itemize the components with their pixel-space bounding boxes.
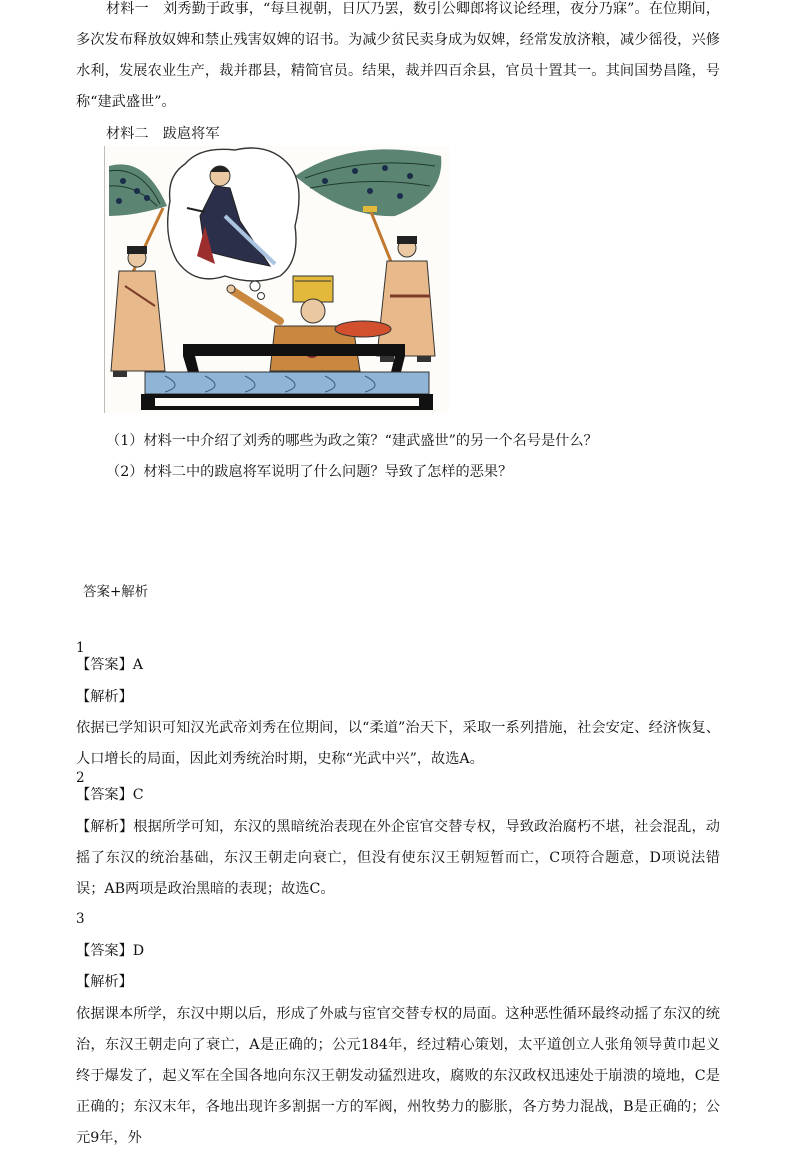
right-guard-figure bbox=[377, 236, 435, 362]
left-guard-figure bbox=[111, 246, 165, 377]
material2-title: 材料二 跋扈将军 bbox=[106, 126, 220, 142]
answer-number: 3 bbox=[76, 911, 85, 927]
analysis-label: 【解析】 bbox=[76, 689, 133, 705]
thought-bubble bbox=[168, 148, 299, 300]
analysis-text: 【解析】根据所学可知，东汉的黑暗统治表现在外企宦官交替专权，导致政治腐朽不堪，社会混乱，动摇了东汉的统治基础，东汉王朝走向衰亡，但没有使东汉王朝短暂而亡，C项符合题意，D项说法错误；AB两项是政治黑暗的表现；故选C。 bbox=[76, 819, 720, 897]
answer-line: 【答案】A bbox=[76, 657, 143, 673]
answer-section-header: 答案+解析 bbox=[83, 584, 149, 600]
analysis-text: 依据已学知识可知汉光武帝刘秀在位期间，以“柔道”治天下，采取一系列措施，社会安定、经济恢复、人口增长的局面，因此刘秀统治时期，史称“光武中兴”，故选A。 bbox=[76, 720, 720, 767]
material1-paragraph: 材料一 刘秀勤于政事，“每旦视朝，日仄乃罢，数引公卿郎将议论经理，夜分乃寐”。在位期间，多次发布释放奴婢和禁止残害奴婢的诏书。为减少贫民卖身成为奴婢，经常发放济粮，减少徭役，兴修水利，发展农业生产，裁并郡县，精简官员。结果，裁并四百余县，官员十置其一。其间国势昌隆，号称“建武盛世”。 bbox=[76, 1, 720, 110]
general-illustration bbox=[104, 146, 449, 413]
seated-emperor-figure bbox=[227, 276, 360, 371]
analysis-label: 【解析】 bbox=[76, 974, 133, 990]
question-2: （2）材料二中的跋扈将军说明了什么问题？导致了怎样的恶果？ bbox=[106, 464, 513, 480]
dais bbox=[141, 372, 433, 410]
analysis-text: 依据课本所学，东汉中期以后，形成了外戚与宦官交替专权的局面。这种恶性循环最终动摇了东汉的统治，东汉王朝走向了衰亡，A是正确的；公元184年，经过精心策划，太平道创立人张角领导黄巾起义终于爆发了，起义军在全国各地向东汉王朝发动猛烈进攻，腐败的东汉政权迅速处于崩溃的境地，C是正确的；东汉末年，各地出现许多割据一方的军阀，州牧势力的膨胀，各方势力混战，B是正确的；公元9年，外 bbox=[76, 1006, 720, 1146]
answer-line: 【答案】D bbox=[76, 943, 145, 959]
question-1: （1）材料一中介绍了刘秀的哪些为政之策？“建武盛世”的另一个名号是什么？ bbox=[106, 433, 598, 449]
answer-number: 2 bbox=[76, 770, 85, 786]
answer-line: 【答案】C bbox=[76, 787, 144, 803]
answer-number: 1 bbox=[76, 640, 85, 656]
